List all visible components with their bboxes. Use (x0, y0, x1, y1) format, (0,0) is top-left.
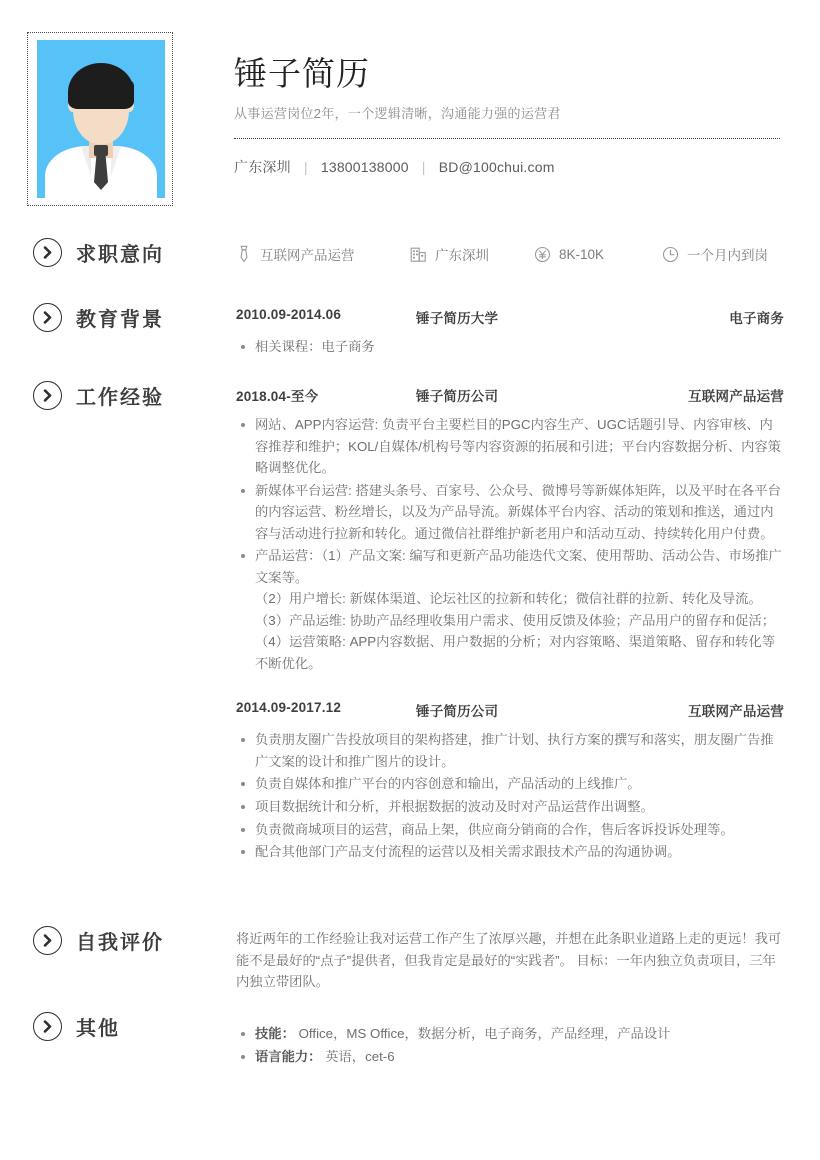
section-label-education (33, 303, 164, 332)
other-body (236, 1014, 784, 1068)
intent-item-salary (534, 246, 662, 263)
section-label-experience (33, 381, 164, 410)
avatar-frame (27, 32, 173, 206)
section-label-job-intent (33, 238, 164, 267)
section-title: 工作经验 (76, 387, 164, 409)
entry-date: 2010.09-2014.06 (236, 307, 342, 322)
entry-header (236, 385, 784, 405)
list-item: 相关课程：电子商务 (236, 336, 784, 358)
building-icon (410, 246, 427, 263)
intent-item-availability (662, 244, 768, 264)
entry-organization: 锤子简历公司 (416, 389, 499, 404)
contact-location: 广东深圳 (234, 159, 291, 176)
chevron-right-icon (33, 238, 62, 267)
section-title: 其他 (76, 1018, 120, 1040)
intent-item-position (236, 244, 410, 264)
entry-date: 2014.09-2017.12 (236, 700, 342, 716)
list-item (236, 1023, 784, 1045)
job-intent-body (236, 244, 784, 264)
yen-circle-icon (534, 246, 551, 263)
chevron-right-icon (33, 926, 62, 955)
intent-availability-label: 一个月内到岗 (687, 248, 768, 263)
experience-bullets (236, 729, 784, 862)
necktie-icon (236, 245, 252, 263)
language-value: 英语，cet-6 (321, 1048, 395, 1064)
job-intent-row (236, 244, 784, 264)
header-tagline: 从事运营岗位2年，一个逻辑清晰，沟通能力强的运营君 (234, 106, 561, 122)
avatar-hair-side (122, 80, 134, 106)
intent-item-location (410, 244, 534, 264)
education-bullets (236, 336, 784, 358)
clock-icon (662, 246, 679, 263)
skills-label: 技能： (255, 1026, 295, 1041)
contact-separator-2: | (421, 159, 426, 176)
list-item: 负责朋友圈广告投放项目的架构搭建，推广计划、执行方案的撰写和落实，朋友圈广告推广文案的设计和推广图片的设计。 (236, 729, 784, 772)
experience-entry (236, 700, 784, 862)
entry-role: 互联网产品运营 (688, 704, 784, 720)
entry-role: 电子商务 (729, 311, 784, 326)
header-divider (234, 138, 780, 139)
entry-date: 2018.04-至今 (236, 389, 319, 404)
other-list (236, 1023, 784, 1067)
education-entry (236, 307, 784, 358)
entry-header (236, 700, 784, 720)
experience-entry (236, 385, 784, 674)
list-item: 配合其他部门产品支付流程的运营以及相关需求跟技术产品的沟通协调。 (236, 841, 784, 863)
list-item: 负责自媒体和推广平台的内容创意和输出，产品活动的上线推广。 (236, 773, 784, 795)
list-item: 负责微商城项目的运营，商品上架，供应商分销商的合作，售后客诉投诉处理等。 (236, 819, 784, 841)
chevron-right-icon (33, 303, 62, 332)
education-body (236, 307, 784, 359)
contact-separator-1: | (303, 159, 308, 176)
section-title: 求职意向 (76, 244, 164, 266)
avatar (37, 40, 165, 198)
intent-location-label: 广东深圳 (435, 248, 489, 263)
intent-position-label: 互联网产品运营 (260, 248, 355, 263)
resume-header (0, 0, 820, 220)
list-item (236, 1046, 784, 1068)
chevron-right-icon (33, 1012, 62, 1041)
section-label-self-evaluation (33, 926, 164, 955)
intent-salary-label: 8K-10K (559, 246, 605, 262)
self-evaluation-text: 将近两年的工作经验让我对运营工作产生了浓厚兴趣，并想在此条职业道路上走的更远！我可能不是最好的“点子”提供者，但我肯定是最好的“实践者”。 目标：一年内独立负责项目，三年内独立带团队。 (236, 931, 782, 990)
experience-bullets (236, 414, 784, 674)
contact-email: BD@100chui.com (438, 159, 555, 176)
list-item: 产品运营：（1）产品文案: 编写和更新产品功能迭代文案、使用帮助、活动公告、市场推广文案等。 （2）用户增长: 新媒体渠道、论坛社区的拉新和转化；微信社群的拉新、转化及导流。 （3）产品运维: 协助产品经理收集用户需求、使用反馈及体验；产品用户的留存和促活； （4）运营策略: APP内容数据、用户数据的分析；对内容策略、渠道策略、留存和转化等不断优化。 (236, 545, 784, 674)
contact-line (234, 157, 794, 177)
chevron-right-icon (33, 381, 62, 410)
contact-phone: 13800138000 (320, 159, 409, 176)
list-item: 项目数据统计和分析，并根据数据的波动及时对产品运营作出调整。 (236, 796, 784, 818)
list-item: 网站、APP内容运营: 负责平台主要栏目的PGC内容生产、UGC话题引导、内容审核、内容推荐和维护；KOL/自媒体/机构号等内容资源的拓展和引进；平台内容数据分析、内容策略调整优化。 (236, 414, 784, 479)
section-title: 自我评价 (76, 932, 164, 954)
entry-organization: 锤子简历大学 (416, 311, 499, 326)
entry-header (236, 307, 784, 327)
section-title: 教育背景 (76, 309, 164, 331)
header-text-block (234, 0, 794, 177)
entry-role: 互联网产品运营 (688, 389, 784, 404)
self-evaluation-body (236, 928, 784, 993)
language-label: 语言能力： (255, 1048, 322, 1064)
experience-body (236, 385, 784, 864)
entry-organization: 锤子简历公司 (416, 704, 499, 720)
page-title: 锤子简历 (234, 55, 370, 92)
list-item: 新媒体平台运营: 搭建头条号、百家号、公众号、微博号等新媒体矩阵，以及平时在各平台的内容运营、粉丝增长，以及为产品导流。新媒体平台内容、活动的策划和推送，通过内容与活动进行拉新和转化。通过微信社群维护新老用户和活动互动、持续转化用户付费。 (236, 480, 784, 545)
skills-value: Office，MS Office，数据分析，电子商务，产品经理，产品设计 (294, 1026, 671, 1041)
section-label-other (33, 1012, 120, 1041)
